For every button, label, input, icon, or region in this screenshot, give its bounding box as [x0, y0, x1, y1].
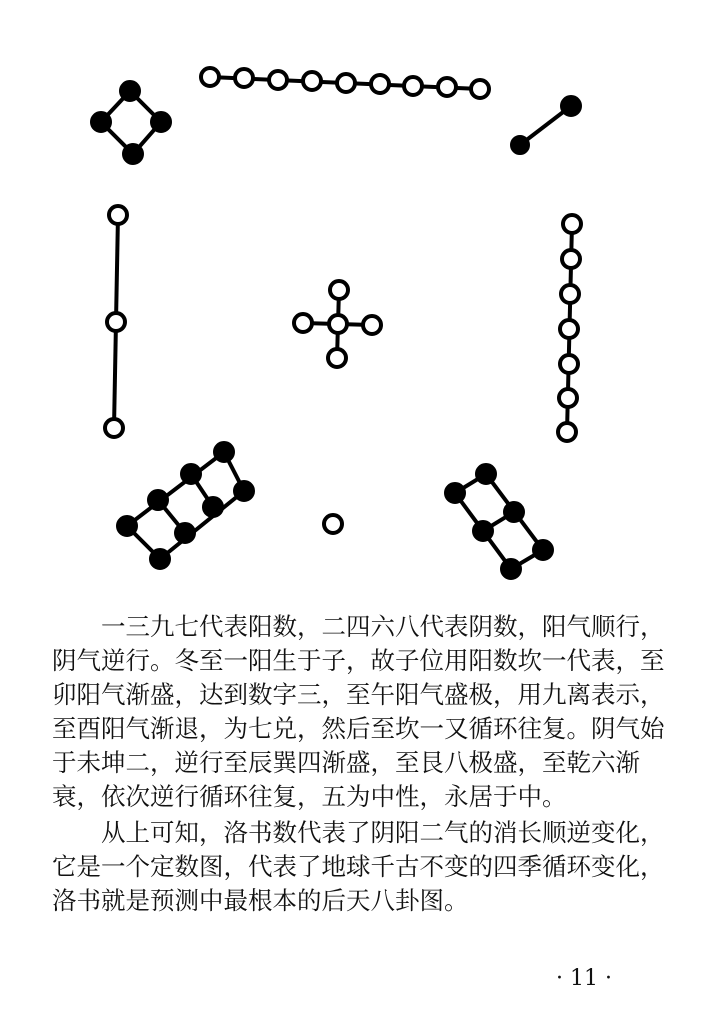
- group-1-white: [324, 515, 342, 533]
- group-8-black: [118, 443, 253, 568]
- group-6-black: [446, 465, 552, 578]
- group-5-white-center: [294, 281, 381, 367]
- group-9-white: [201, 68, 489, 98]
- paragraph-2: 从上可知，洛书数代表了阴阳二气的消长顺逆变化，它是一个定数图，代表了地球千古不变的四季循环变化，洛书就是预测中最根本的后天八卦图。: [52, 818, 665, 915]
- group-2-black: [512, 97, 580, 153]
- body-text: [52, 610, 682, 918]
- page-number: · 11 ·: [556, 966, 612, 991]
- paragraph-1: 一三九七代表阳数，二四六八代表阴数，阳气顺行，阴气逆行。冬至一阳生于子，故子位用阳数坎一代表，至卯阳气渐盛，达到数字三，至午阳气盛极，用九离表示，至酉阳气渐退，为七兑，然后至坎一又循环往复。阴气始于未坤二，逆行至辰巽四渐盛，至艮八极盛，至乾六渐衰，依次逆行循环往复，五为中性，永居于中。: [52, 612, 665, 811]
- group-7-white: [558, 215, 581, 441]
- group-3-white: [105, 206, 127, 437]
- group-4-black: [92, 82, 170, 163]
